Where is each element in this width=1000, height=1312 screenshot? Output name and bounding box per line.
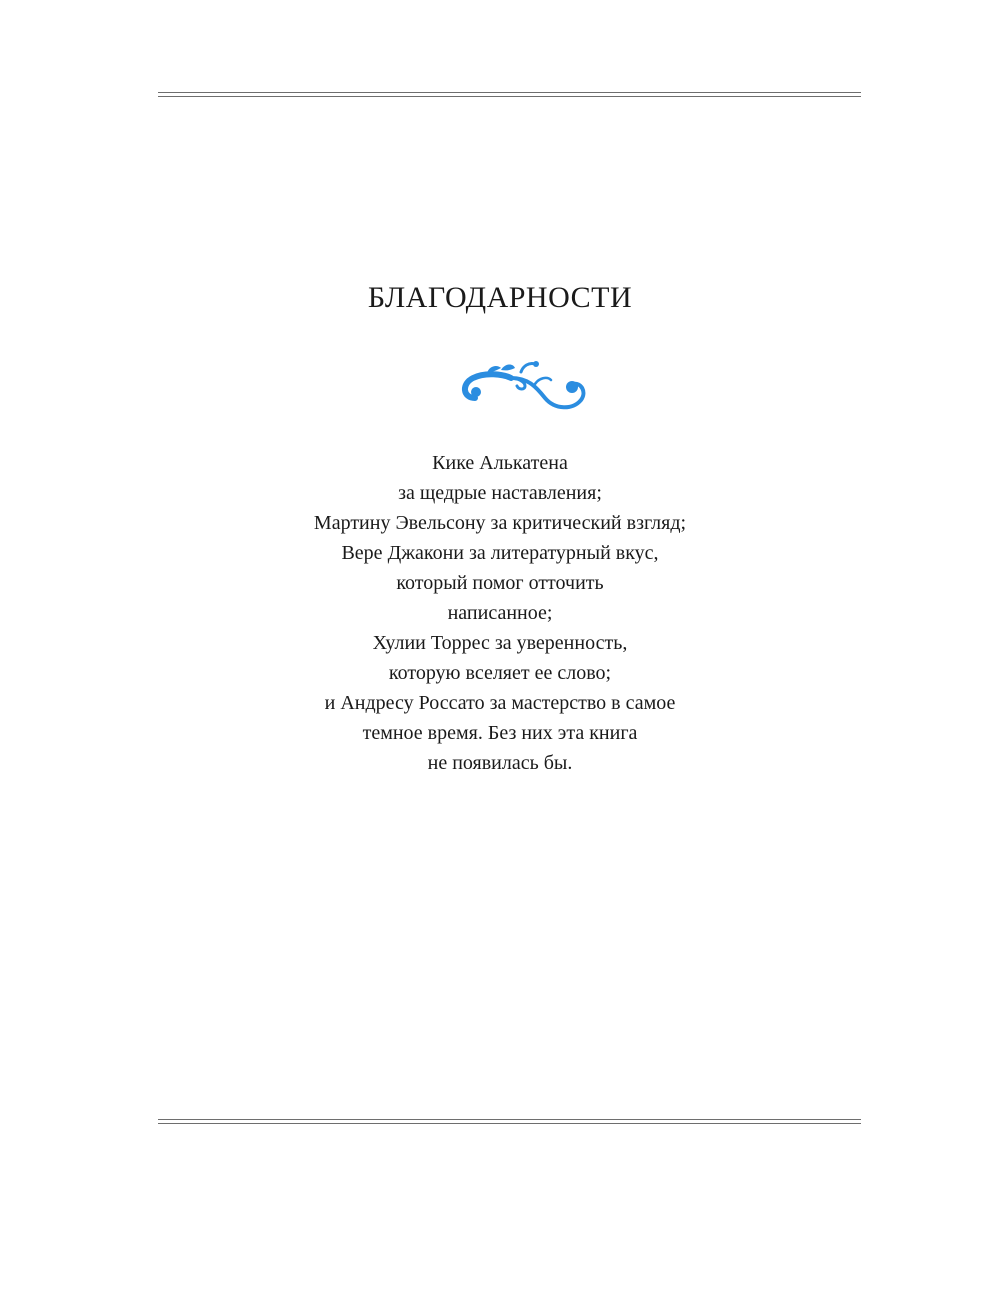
acknowledgement-line: который помог отточить [396,572,604,594]
acknowledgement-line: темное время. Без них эта книга [362,722,638,744]
top-double-rule [158,92,861,97]
acknowledgement-line: Мартину Эвельсону за критический взгляд; [313,512,687,534]
acknowledgement-line: и Андресу Россато за мастерство в самое [324,692,676,714]
acknowledgement-line: написанное; [447,602,553,624]
acknowledgement-line: которую вселяет ее слово; [388,662,612,684]
acknowledgement-line: за щедрые наставления; [398,482,602,504]
page-title: БЛАГОДАРНОСТИ [367,281,633,314]
acknowledgement-line: Хулии Торрес за уверенность, [372,632,628,654]
acknowledgement-line: Кике Алькатена [432,452,568,474]
acknowledgements-text [0,448,1000,778]
bottom-double-rule [158,1119,861,1124]
acknowledgement-line: не появилась бы. [427,752,573,774]
flourish-ornament-icon [459,358,591,412]
acknowledgement-line: Вере Джакони за литературный вкус, [341,542,659,564]
